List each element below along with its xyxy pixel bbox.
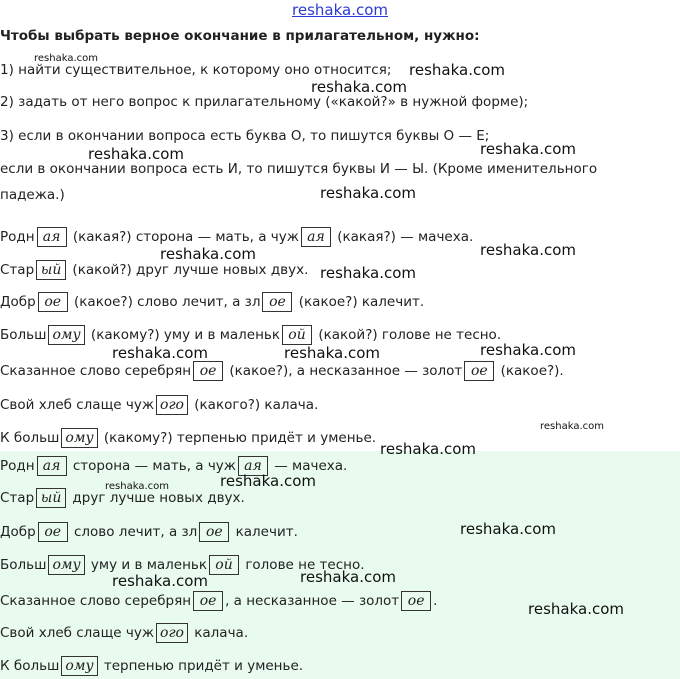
ending-box: ое <box>193 591 223 611</box>
task-line-1-text-b: (какая?) сторона — мать, а чуж <box>68 229 299 245</box>
answer-line-4-text-c: голове не тесно. <box>241 557 365 573</box>
ending-box: ому <box>61 428 97 448</box>
watermark: reshaka.com <box>311 78 407 96</box>
rule-step-3-line-1: 3) если в окончании вопроса есть буква О, то пишутся буквы О — Е; <box>0 128 490 144</box>
watermark: reshaka.com <box>220 472 316 490</box>
task-line-2 <box>0 260 308 280</box>
watermark: reshaka.com <box>105 481 169 492</box>
ending-box: ой <box>209 555 239 575</box>
watermark: reshaka.com <box>88 145 184 163</box>
rule-step-1: 1) найти существительное, к которому оно относится; <box>0 62 392 78</box>
watermark: reshaka.com <box>480 341 576 359</box>
rule-step-3-line-3: падежа.) <box>0 187 65 203</box>
task-line-4-text-a: Больш <box>0 327 47 343</box>
ending-box: ое <box>193 361 223 381</box>
watermark: reshaka.com <box>160 245 256 263</box>
answer-line-5-text-c: . <box>433 593 438 609</box>
task-line-1-text-a: Родн <box>0 229 35 245</box>
rule-step-3-line-2: если в окончании вопроса есть И, то пишутся буквы И — Ы. (Кроме именительного <box>0 161 598 177</box>
task-line-6-text-b: (какого?) калача. <box>189 397 319 413</box>
answer-line-3-text-c: калечит. <box>231 524 298 540</box>
task-line-4-text-b: (какому?) уму и в маленьк <box>86 327 281 343</box>
ending-box: ая <box>238 456 268 476</box>
watermark: reshaka.com <box>112 572 208 590</box>
answer-line-6-text-a: Свой хлеб слаще чуж <box>0 625 155 641</box>
ending-box: ая <box>301 227 331 247</box>
task-line-7-text-a: К больш <box>0 430 60 446</box>
ending-box: ому <box>48 555 84 575</box>
watermark: reshaka.com <box>300 568 396 586</box>
ending-box: ого <box>156 395 188 415</box>
task-line-5-text-b: (какое?), а несказанное — золот <box>225 363 463 379</box>
answer-line-4-text-a: Больш <box>0 557 47 573</box>
answer-line-1-text-b: сторона — мать, а чуж <box>68 458 236 474</box>
watermark: reshaka.com <box>460 520 556 538</box>
task-line-3-text-c: (какое?) калечит. <box>294 294 425 310</box>
answer-line-7-text-a: К больш <box>0 658 60 674</box>
ending-box: ое <box>262 292 292 312</box>
task-line-1 <box>0 227 473 247</box>
answer-line-1-text-c: — мачеха. <box>269 458 348 474</box>
answer-line-3-text-b: слово лечит, а зл <box>69 524 198 540</box>
watermark: reshaka.com <box>320 184 416 202</box>
ending-box: ому <box>48 325 84 345</box>
ending-box: ое <box>38 292 68 312</box>
task-line-4 <box>0 325 501 345</box>
ending-box: ый <box>36 260 66 280</box>
watermark: reshaka.com <box>540 421 604 432</box>
answer-line-1-text-a: Родн <box>0 458 35 474</box>
watermark: reshaka.com <box>480 241 576 259</box>
task-line-1-text-c: (какая?) — мачеха. <box>332 229 474 245</box>
task-line-5-text-a: Сказанное слово серебрян <box>0 363 192 379</box>
ending-box: ое <box>38 522 68 542</box>
task-line-6 <box>0 395 318 415</box>
task-line-5-text-c: (какое?). <box>496 363 564 379</box>
watermark: reshaka.com <box>112 344 208 362</box>
ending-box: ое <box>401 591 431 611</box>
task-line-3 <box>0 292 424 312</box>
answer-line-4-text-b: уму и в маленьк <box>86 557 208 573</box>
answer-line-6 <box>0 623 248 643</box>
task-line-4-text-c: (какой?) голове не тесно. <box>314 327 502 343</box>
ending-box: ая <box>37 456 67 476</box>
answer-line-7 <box>0 656 303 676</box>
answer-line-3 <box>0 522 298 542</box>
watermark: reshaka.com <box>409 61 505 79</box>
task-line-3-text-b: (какое?) слово лечит, а зл <box>69 294 261 310</box>
site-watermark-link[interactable]: reshaka.com <box>292 1 388 19</box>
rule-heading: Чтобы выбрать верное окончание в прилагательном, нужно: <box>0 28 480 44</box>
ending-box: ая <box>37 227 67 247</box>
answer-line-2-text-a: Стар <box>0 490 35 506</box>
answer-line-5-text-a: Сказанное слово серебрян <box>0 593 192 609</box>
task-line-7 <box>0 428 376 448</box>
watermark: reshaka.com <box>528 600 624 618</box>
task-line-7-text-b: (какому?) терпенью придёт и уменье. <box>99 430 377 446</box>
task-line-2-text-a: Стар <box>0 262 35 278</box>
task-line-6-text-a: Свой хлеб слаще чуж <box>0 397 155 413</box>
watermark: reshaka.com <box>480 140 576 158</box>
answer-line-2-text-b: друг лучше новых двух. <box>68 490 245 506</box>
watermark: reshaka.com <box>34 53 98 64</box>
answer-line-5 <box>0 591 437 611</box>
watermark: reshaka.com <box>380 440 476 458</box>
ending-box: ый <box>36 488 66 508</box>
task-line-3-text-a: Добр <box>0 294 36 310</box>
answer-line-5-text-b: , а несказанное — золот <box>225 593 400 609</box>
ending-box: ому <box>61 656 97 676</box>
ending-box: ого <box>156 623 188 643</box>
answer-line-6-text-b: калача. <box>189 625 249 641</box>
task-line-2-text-b: (какой?) друг лучше новых двух. <box>68 262 309 278</box>
watermark: reshaka.com <box>284 344 380 362</box>
ending-box: ой <box>282 325 312 345</box>
ending-box: ое <box>464 361 494 381</box>
watermark: reshaka.com <box>320 264 416 282</box>
ending-box: ое <box>199 522 229 542</box>
task-line-5 <box>0 361 564 381</box>
answer-line-7-text-b: терпенью придёт и уменье. <box>99 658 304 674</box>
rule-step-2: 2) задать от него вопрос к прилагательному («какой?» в нужной форме); <box>0 94 529 110</box>
answer-line-3-text-a: Добр <box>0 524 36 540</box>
